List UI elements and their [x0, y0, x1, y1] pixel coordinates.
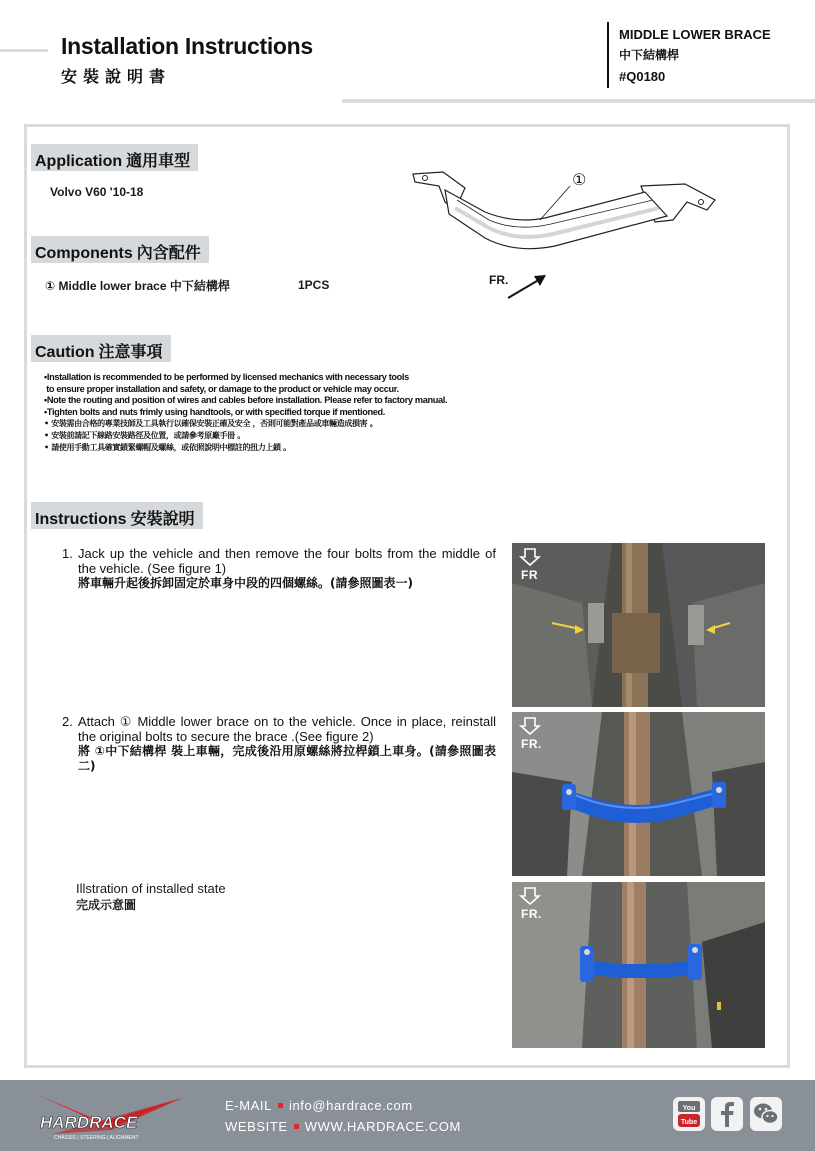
section-caution-heading	[31, 335, 171, 362]
product-name-zh: 中下結構桿	[619, 48, 680, 62]
photo-fr-label: FR.	[521, 907, 542, 921]
caution-line: • 安裝前請記下線路安裝路徑及位置，或請參考原廠手冊 。	[44, 430, 245, 440]
email-label: E-MAIL	[225, 1098, 272, 1113]
figure-1-photo	[512, 543, 765, 707]
caution-line: •Installation is recommended to be performed by licensed mechanics with necessary tools	[44, 372, 409, 382]
website-link[interactable]: WWW.HARDRACE.COM	[304, 1119, 461, 1134]
step-text-zh: 將車輛升起後拆卸固定於車身中段的四個螺絲。(請參照圖表一)	[78, 576, 413, 590]
application-heading-zh: 適用車型	[126, 151, 191, 170]
facebook-icon[interactable]	[711, 1097, 743, 1131]
footer-email-line	[225, 1098, 413, 1113]
website-label: WEBSITE	[225, 1119, 288, 1134]
part-number: #Q0180	[619, 69, 666, 84]
step-text-zh: 將 ①中下結構桿 裝上車輛，完成後沿用原螺絲將拉桿鎖上車身。(請參照圖表二)	[78, 744, 496, 773]
brand-text: HARDRACE	[40, 1113, 138, 1132]
caution-line: • 安裝需由合格的專業技師及工具執行以確保安裝正確及安全 ，否則可能對產品或車輛造成損害 。	[44, 419, 378, 429]
illustration-label: Illstration of installed state	[76, 881, 226, 896]
page-subtitle: 安裝說明書	[61, 67, 172, 86]
section-components-heading	[31, 236, 209, 263]
section-application-heading	[31, 144, 198, 171]
bullet-square	[294, 1124, 299, 1129]
caution-line: •Tighten bolts and nuts frimly using handtools, or with specified torque if mentioned.	[44, 406, 385, 417]
wechat-icon[interactable]	[750, 1097, 782, 1131]
hardrace-logo	[32, 1088, 192, 1144]
caution-line: • 請使用手動工具確實鎖緊螺帽及螺絲，或依照說明中標註的扭力上鎖 。	[44, 442, 291, 452]
caution-list	[44, 372, 447, 453]
application-heading-en: Application	[35, 153, 123, 170]
components-heading-zh: 內含配件	[136, 243, 201, 262]
product-info	[619, 24, 771, 87]
front-arrow-icon	[506, 272, 548, 300]
header-divider	[607, 22, 609, 88]
page-title: Installation Instructions	[61, 33, 313, 59]
instruction-step	[62, 546, 496, 591]
diagram-callout: ①	[572, 172, 587, 189]
step-text: Jack up the vehicle and then remove the four bolts from the middle of the vehicle. (See figure 1)	[78, 546, 496, 576]
instruction-step	[62, 714, 496, 774]
instructions-heading-en: Instructions	[35, 511, 127, 528]
figure-3-photo	[512, 882, 765, 1048]
brace-diagram	[405, 162, 725, 277]
components-heading-en: Components	[35, 245, 133, 262]
component-item: ① Middle lower brace 中下結構桿	[45, 279, 230, 293]
figure-2-photo	[512, 712, 765, 876]
youtube-icon[interactable]	[673, 1097, 705, 1131]
product-name: MIDDLE LOWER BRACE	[619, 27, 771, 42]
bullet-square	[278, 1103, 283, 1108]
step-text: Attach ① Middle lower brace on to the vehicle. Once in place, reinstall the original bolts to secure the brace .(See figure 2)	[78, 714, 496, 744]
illustration-label-zh: 完成示意圖	[76, 898, 137, 912]
header-rule-right	[342, 99, 815, 103]
section-instructions-heading	[31, 502, 203, 529]
illustration-caption	[76, 881, 226, 913]
brand-tagline: CHASSIS | STEERING | ALIGNMENT	[54, 1135, 139, 1141]
email-link[interactable]: info@hardrace.com	[288, 1098, 413, 1113]
caution-line: to ensure proper installation and safety, or damage to the product or vehicle may occur.	[44, 383, 399, 394]
caution-heading-en: Caution	[35, 344, 95, 361]
step-number: 2.	[62, 714, 73, 729]
svg-text:Tube: Tube	[680, 1119, 698, 1126]
footer	[0, 1080, 815, 1151]
photo-fr-label: FR	[521, 568, 538, 582]
caution-line: •Note the routing and position of wires and cables before installation. Please refer to factory manual.	[44, 395, 448, 406]
vehicle-model: Volvo V60 '10-18	[50, 185, 144, 199]
direction-label: FR.	[489, 273, 509, 287]
instructions-heading-zh: 安裝說明	[130, 509, 195, 528]
photo-fr-label: FR.	[521, 737, 542, 751]
step-number: 1.	[62, 546, 73, 561]
component-qty: 1PCS	[298, 278, 330, 292]
footer-website-line	[225, 1119, 461, 1134]
header-rule-left	[0, 49, 48, 52]
caution-heading-zh: 注意事項	[98, 342, 163, 361]
svg-text:You: You	[682, 1105, 696, 1112]
